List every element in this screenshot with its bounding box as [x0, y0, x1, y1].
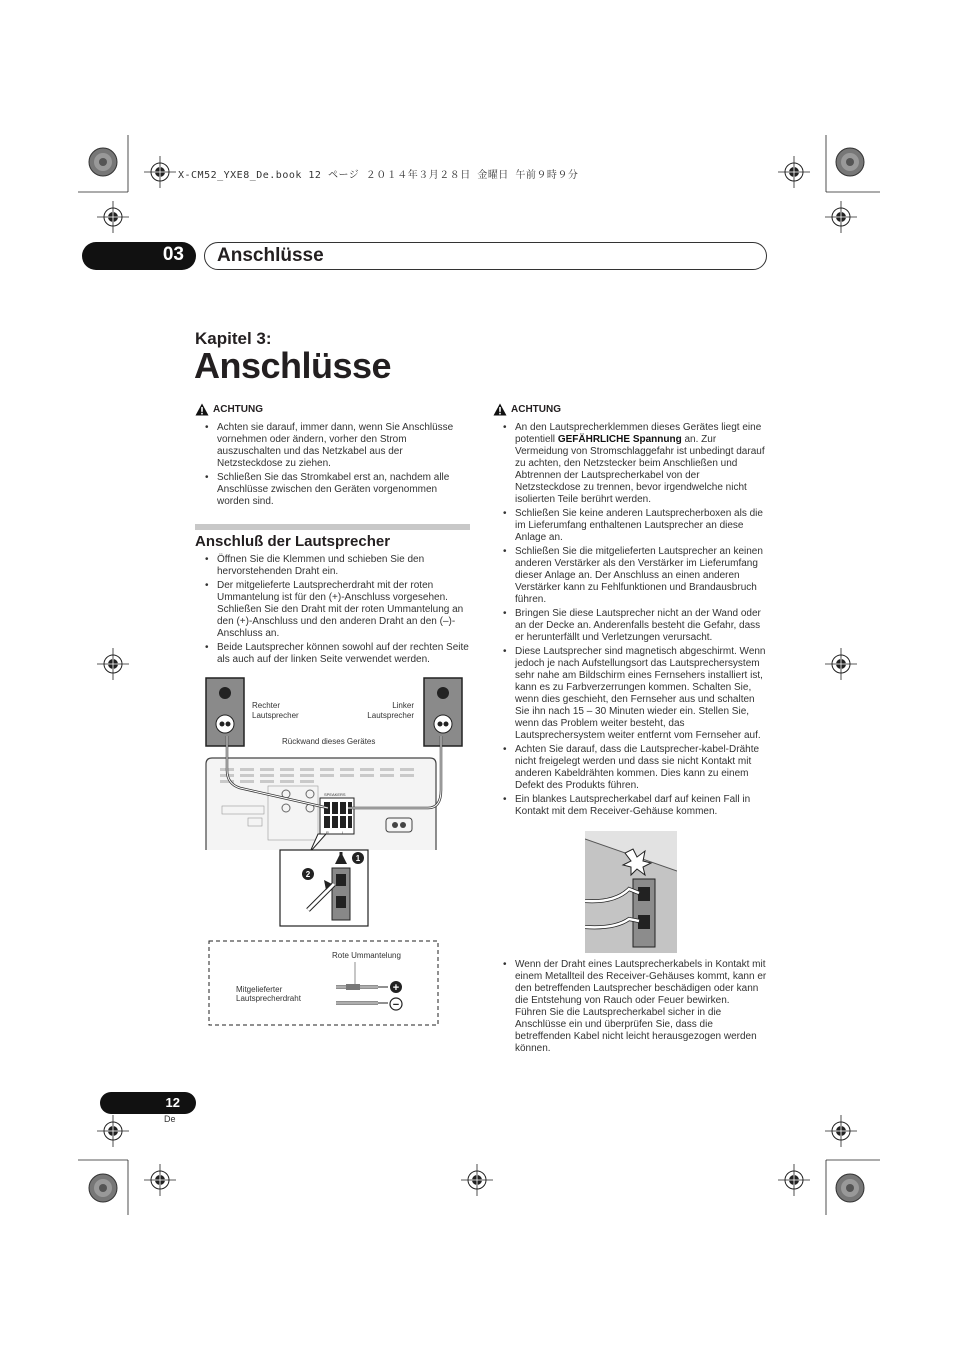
chapter-label: Kapitel 3: [195, 329, 272, 348]
chapter-title-bar: Anschlüsse [204, 242, 767, 270]
wire-diagram [208, 940, 440, 1028]
warning-icon [493, 403, 507, 416]
minus-symbol: − [392, 999, 400, 1011]
warning-icon [195, 403, 209, 416]
list-item: • Diese Lautsprecher sind magnetisch abgeschirmt. Wenn jedoch je nach Aufstellungsort das Lautsprechersystem sehr nahe am Bildschirm eines Fernsehers installiert ist, kann es zu Farbverzerrungen kommen. Schalten Sie, wenn dies geschieht, den Fernseher aus und schalten Sie ihn nach 15 – 30 Minuten wieder ein. Stellen Sie, wenn das Problem weiter besteht, das Lautsprechersystem weiter entfernt vom Fernseher auf. [493, 646, 767, 742]
page-title: Anschlüsse [194, 345, 392, 386]
left-speaker-icon [424, 678, 462, 746]
caution-list-left [195, 422, 470, 508]
list-item: • Schließen Sie keine anderen Lautsprecherboxen als die im Lieferumfang enthaltenen Lautsprecher an diese Anlage an. [493, 508, 767, 544]
speakers-label: SPEAKERS [324, 792, 346, 797]
caution-heading-right [493, 403, 767, 416]
rear-panel-label: Rückwand dieses Gerätes [282, 737, 376, 746]
list-item-text: Wenn der Draht eines Lautsprecherkabels in Kontakt mit einem Metallteil des Receiver-Gehäuses kommt, kann er den betreffenden Lautsprecher beschädigen oder kann die Entstehung von Rauch oder Feuer bewirken. [515, 959, 767, 1006]
supplied-wire-label-1: Mitgelieferter [236, 985, 283, 994]
list-item [493, 422, 767, 506]
caution-heading-text: ACHTUNG [213, 404, 263, 415]
right-speaker-label-1: Rechter [252, 701, 281, 710]
step-2-label: 2 [305, 870, 311, 879]
list-item: • Der mitgelieferte Lautsprecherdraht mit der roten Ummantelung ist für den (+)-Anschluss vorgesehen. Schließen Sie den Draht mit der roten Ummantelung an den (+)-Anschluss und den anderen Draht an den (–)-Anschluss an. [195, 580, 473, 640]
page-number: 12 [100, 1092, 196, 1114]
terminal-r-label: R [326, 830, 329, 835]
cable-contact-illustration [585, 831, 677, 953]
plus-symbol: + [392, 982, 400, 994]
list-item: • Achten Sie darauf, dass die Lautsprecher-kabel-Drähte nicht freigelegt werden und dass sie nicht Kontakt mit anderen Kabeldrähten kommen. Dies kann zu einem Defekt des Produkts führen. [493, 744, 767, 792]
caution-list-right [493, 422, 767, 818]
speaker-connection-diagram [200, 674, 472, 930]
list-item-text: an. Zur Vermeidung von Stromschlaggefahr ist unbedingt darauf zu achten, den Netzstecker beim Anschließen und Abtrennen der Lautsprecherkabel von der Netzsteckdose zu trennen, bevor irgendwelche nicht isolierten Teile berührt werden. [515, 434, 765, 505]
caution-heading-left [195, 403, 470, 416]
caution-right [493, 403, 767, 820]
list-item: • Schließen Sie die mitgelieferten Lautsprecher an keinen anderen Verstärker als den Verstärker im Lieferumfang dieser Anlage an. Der Anschluss an einen anderen Verstärker kann zu Fehlfunktionen und Brandausbruch führen. [493, 546, 767, 606]
list-item: • Öffnen Sie die Klemmen und schieben Sie den hervorstehenden Draht ein. [195, 554, 473, 578]
page-language: De [164, 1114, 176, 1124]
caution-heading-text: ACHTUNG [511, 404, 561, 415]
left-speaker-label-1: Linker [392, 701, 414, 710]
terminal-l-label: L [342, 830, 345, 835]
list-item: • Schließen Sie das Stromkabel erst an, nachdem alle Anschlüsse zwischen den Geräten vorgenommen worden sind. [195, 472, 470, 508]
list-item-text: An den Lautsprecherklemmen dieses Gerätes liegt eine potentiell [515, 422, 762, 445]
list-item: • Bringen Sie diese Lautsprecher nicht an der Wand oder an der Decke an. Anderenfalls besteht die Gefahr, dass er herunterfällt und Verletzungen verursacht. [493, 608, 767, 644]
section-divider [195, 524, 470, 530]
dangerous-voltage-text: GEFÄHRLICHE Spannung [557, 434, 682, 445]
caution-right-continued [493, 959, 767, 1057]
right-speaker-label-2: Lautsprecher [252, 711, 299, 720]
right-speaker-icon [206, 678, 244, 746]
list-item [493, 959, 767, 1055]
list-item: • Beide Lautsprecher können sowohl auf der rechten Seite als auch auf der linken Seite verwendet werden. [195, 642, 473, 666]
caution-left [195, 403, 470, 510]
section-title: Anschluß der Lautsprecher [195, 533, 391, 550]
left-speaker-label-2: Lautsprecher [367, 711, 414, 720]
supplied-wire-label-2: Lautsprecherdraht [236, 994, 301, 1003]
red-sheath-label: Rote Ummantelung [332, 951, 401, 960]
list-item: • Achten sie darauf, immer dann, wenn Sie Anschlüsse vornehmen oder ändern, vorher den Strom auszuschalten und das Netzkabel aus der Netzsteckdose zu ziehen. [195, 422, 470, 470]
list-item: • Ein blankes Lautsprecherkabel darf auf keinen Fall in Kontakt mit dem Receiver-Gehäuse kommen. [493, 794, 767, 818]
section-list [195, 554, 473, 668]
chapter-number-badge: 03 [82, 242, 196, 270]
list-item-text: Führen Sie die Lautsprecherkabel sicher in die Anschlüsse ein und überprüfen Sie, dass die betreffenden Kabel nicht leicht herausgezogen werden können. [515, 1007, 757, 1054]
step-1-label: 1 [355, 854, 361, 863]
print-header: X-CM52_YXE8_De.book 12 ページ ２０１４年３月２８日 金曜日 午前９時９分 [178, 170, 579, 181]
